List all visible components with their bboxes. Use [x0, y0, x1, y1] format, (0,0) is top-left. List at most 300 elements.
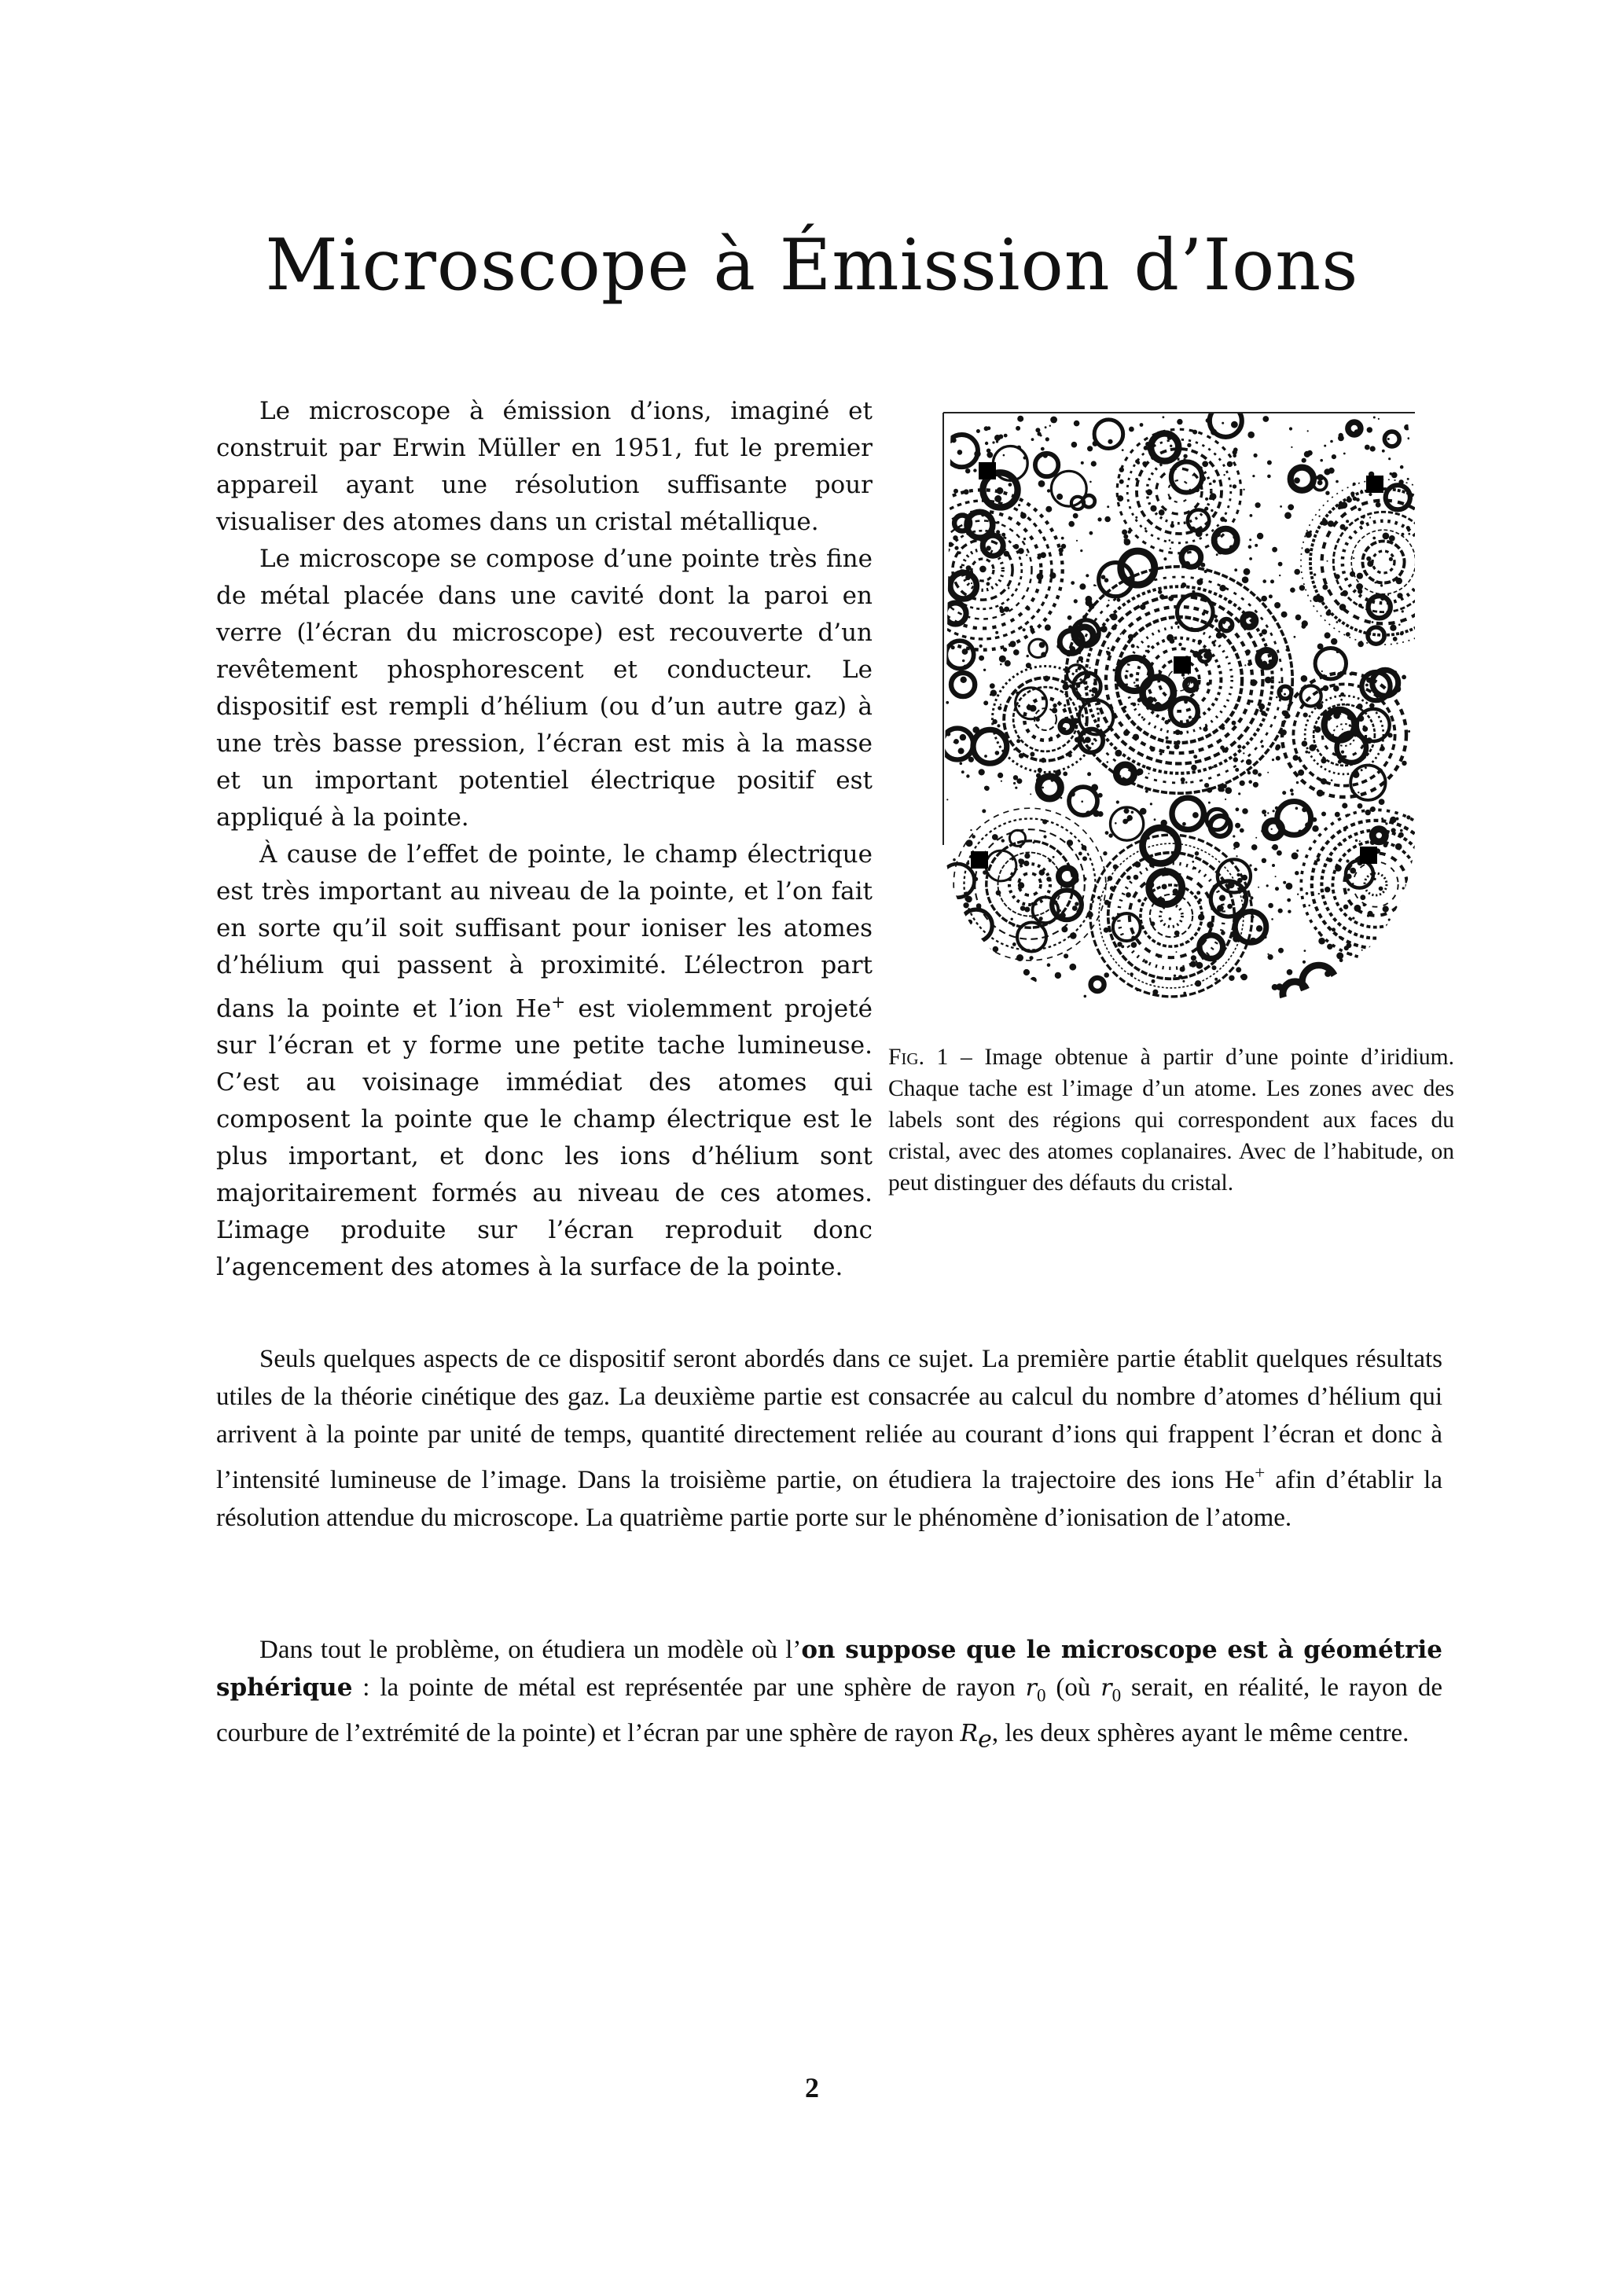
atom-spot [1126, 876, 1131, 880]
atom-spot [1056, 494, 1063, 500]
atom-spot [1324, 445, 1326, 447]
atom-spot [1047, 489, 1050, 492]
atom-spot [1174, 744, 1179, 749]
atom-spot [1250, 679, 1257, 686]
atom-spot [1001, 839, 1005, 842]
atom-spot [1267, 772, 1269, 773]
atom-spot [1145, 650, 1148, 652]
atom-spot [1240, 974, 1247, 981]
atom-spot [1276, 756, 1280, 761]
atom-spot [1086, 574, 1089, 577]
atom-spot [961, 770, 964, 773]
atom-spot [1188, 941, 1190, 943]
atom-spot [1030, 793, 1031, 795]
bright-atom [1221, 619, 1233, 631]
atom-spot [962, 648, 968, 655]
atom-spot [1089, 481, 1092, 483]
atom-spot [1016, 778, 1022, 784]
atom-spot [1003, 454, 1005, 457]
atom-spot [1159, 670, 1161, 672]
atom-spot [1325, 472, 1326, 473]
atom-spot [1177, 419, 1182, 424]
atom-spot [1121, 945, 1124, 948]
atom-spot [1104, 900, 1110, 906]
bright-atom [1038, 777, 1060, 799]
atom-spot [1018, 705, 1020, 707]
atom-spot [996, 891, 1001, 896]
atom-spot [1106, 651, 1108, 653]
atom-spot [1040, 552, 1046, 558]
atom-ring [935, 512, 1041, 629]
atom-spot [1406, 526, 1410, 530]
atom-spot [1169, 917, 1172, 920]
atom-spot [1356, 583, 1363, 590]
atom-spot [1024, 907, 1030, 913]
atom-spot [1298, 770, 1304, 776]
atom-spot [1108, 439, 1112, 444]
atom-spot [1159, 752, 1163, 755]
hypothesis-text-2: : la pointe de métal est représentée par une sphère de rayon [352, 1673, 1026, 1702]
atom-spot [1227, 904, 1233, 909]
atom-spot [1076, 540, 1078, 542]
atom-spot [1120, 634, 1122, 635]
atom-spot [1363, 903, 1366, 906]
atom-spot [1135, 478, 1138, 481]
atom-spot [946, 701, 949, 704]
atom-spot [1117, 598, 1121, 602]
atom-spot [1406, 815, 1410, 819]
atom-spot [1133, 875, 1139, 880]
math-r0: r [1025, 1674, 1037, 1702]
atom-spot [1244, 664, 1246, 666]
atom-spot [1369, 516, 1371, 518]
intro-column [216, 393, 873, 1286]
atom-spot [1108, 833, 1112, 837]
atom-spot [1367, 560, 1373, 567]
atom-spot [1397, 633, 1399, 635]
atom-spot [1000, 663, 1002, 666]
atom-spot [1117, 495, 1123, 501]
atom-spot [1001, 533, 1005, 537]
hypothesis-bold: on suppose que le microscope est à géométrie sphérique [216, 1636, 1442, 1702]
atom-spot [1187, 443, 1191, 447]
atom-spot [982, 809, 986, 813]
atom-spot [1365, 684, 1369, 687]
atom-spot [1049, 425, 1051, 427]
atom-spot [1045, 506, 1052, 512]
atom-spot [995, 631, 998, 634]
atom-spot [1192, 475, 1194, 476]
atom-spot [1280, 505, 1282, 508]
atom-spot [1049, 572, 1056, 579]
atom-spot [1069, 964, 1076, 971]
atom-spot [1373, 417, 1376, 419]
bright-atom [1181, 548, 1201, 568]
atom-spot [964, 579, 967, 582]
atom-spot [1398, 832, 1404, 838]
atom-spot [1207, 921, 1214, 928]
atom-spot [1252, 847, 1254, 848]
atom-spot [1317, 790, 1324, 797]
atom-spot [1317, 480, 1323, 486]
atom-spot [1339, 433, 1343, 438]
atom-spot [1108, 876, 1113, 881]
atom-spot [1339, 936, 1341, 939]
atom-spot [1124, 538, 1131, 546]
atom-spot [1359, 840, 1361, 842]
atom-spot [946, 799, 948, 800]
atom-spot [1354, 905, 1361, 912]
atom-spot [1105, 831, 1109, 835]
atom-spot [1020, 512, 1027, 519]
atom-spot [1137, 703, 1139, 705]
figure-label: Fig. 1 [888, 1045, 949, 1070]
atom-spot [1192, 430, 1197, 435]
atom-spot [1280, 729, 1287, 736]
atom-spot [964, 939, 967, 942]
atom-spot [1152, 990, 1158, 995]
atom-spot [1225, 799, 1226, 800]
atom-spot [1321, 812, 1326, 817]
atom-spot [1061, 926, 1067, 932]
atom-ring [1312, 821, 1419, 948]
atom-spot [1276, 696, 1278, 699]
atom-spot [1370, 806, 1376, 812]
atom-spot [1358, 792, 1359, 793]
atom-spot [960, 734, 966, 740]
atom-spot [1360, 520, 1364, 524]
atom-spot [1012, 942, 1016, 946]
atom-spot [1207, 682, 1211, 686]
atom-ring [964, 819, 1096, 950]
atom-spot [1333, 685, 1339, 692]
atom-spot [1340, 843, 1343, 846]
atom-spot [1389, 925, 1395, 931]
atom-spot [1383, 906, 1389, 912]
atom-spot [1294, 636, 1296, 638]
atom-spot [1233, 484, 1236, 488]
atom-spot [1325, 887, 1330, 892]
atom-spot [1353, 557, 1354, 559]
atom-spot [963, 902, 968, 908]
atom-spot [1353, 483, 1356, 486]
atom-spot [1262, 579, 1266, 583]
atom-spot [1035, 428, 1040, 432]
atom-spot [1150, 505, 1156, 512]
atom-spot [1023, 628, 1026, 631]
atom-spot [990, 961, 994, 966]
atom-spot [1233, 847, 1236, 850]
atom-spot [1107, 761, 1109, 763]
atom-spot [1080, 549, 1082, 552]
atom-spot [1267, 812, 1269, 814]
atom-spot [1287, 898, 1291, 902]
atom-spot [1297, 894, 1299, 895]
atom-spot [1303, 713, 1308, 718]
atom-spot [1146, 766, 1149, 770]
atom-spot [1233, 835, 1235, 837]
atom-spot [1342, 803, 1347, 808]
atom-spot [983, 700, 988, 705]
atom-spot [1070, 932, 1077, 939]
atom-spot [1013, 649, 1020, 656]
atom-spot [1402, 610, 1404, 612]
bright-atom [1369, 596, 1391, 618]
atom-spot [1345, 704, 1347, 706]
atom-spot [1071, 581, 1075, 585]
atom-spot [1000, 703, 1001, 705]
atom-spot [1258, 773, 1262, 777]
atom-spot [1251, 915, 1254, 918]
atom-spot [1016, 739, 1020, 743]
atom-spot [1380, 584, 1383, 586]
atom-spot [1150, 747, 1155, 751]
atom-spot [1289, 427, 1292, 430]
atom-spot [1361, 490, 1363, 492]
atom-spot [1040, 435, 1042, 437]
atom-spot [1185, 781, 1188, 784]
atom-spot [1247, 663, 1251, 667]
atom-spot [1168, 596, 1174, 601]
atom-spot [1128, 634, 1133, 640]
bright-atom [1091, 978, 1104, 991]
atom-spot [994, 495, 1001, 502]
atom-spot [1009, 641, 1016, 647]
atom-spot [1269, 594, 1273, 598]
atom-spot [1349, 953, 1352, 956]
atom-spot [1249, 538, 1251, 541]
atom-spot [952, 909, 959, 916]
atom-spot [1240, 781, 1245, 786]
atom-spot [983, 953, 988, 958]
atom-spot [1018, 548, 1024, 554]
atom-spot [1286, 648, 1288, 651]
atom-spot [1224, 519, 1227, 522]
atom-spot [1395, 843, 1402, 850]
atom-spot [979, 566, 987, 573]
atom-spot [993, 946, 999, 953]
intro-paragraph-3 [216, 836, 873, 1286]
atom-spot [996, 440, 998, 443]
atom-spot [1365, 810, 1371, 815]
figure-caption-text: Image obtenue à partir d’une pointe d’iridium. Chaque tache est l’image d’un atome. Les zones avec des labels sont des régions qui correspondent aux faces du cristal, avec des atomes coplanaires. Avec de l’habitude, on peut distinguer des défauts du cristal. [888, 1045, 1454, 1196]
atom-spot [1236, 807, 1240, 811]
atom-spot [1126, 892, 1131, 898]
atom-spot [1192, 861, 1194, 863]
atom-spot [1262, 629, 1267, 634]
atom-spot [1278, 681, 1280, 684]
atom-spot [1336, 480, 1339, 483]
atom-spot [1003, 648, 1007, 652]
atom-spot [1157, 954, 1161, 958]
atom-spot [1019, 859, 1025, 865]
atom-spot [1153, 599, 1156, 601]
atom-spot [1219, 585, 1225, 591]
atom-spot [1291, 852, 1299, 859]
bright-atom [1009, 830, 1025, 846]
atom-spot [1290, 587, 1295, 593]
atom-spot [1182, 822, 1186, 826]
atom-spot [1242, 576, 1249, 583]
atom-spot [1235, 768, 1239, 772]
atom-spot [1195, 851, 1200, 856]
atom-spot [1355, 839, 1358, 842]
atom-spot [998, 706, 1001, 710]
atom-spot [1296, 850, 1299, 852]
atom-spot [1134, 861, 1141, 868]
atom-spot [1341, 751, 1344, 754]
atom-spot [1362, 726, 1368, 732]
atom-spot [1214, 978, 1218, 981]
atom-spot [1199, 898, 1202, 902]
atom-spot [1115, 822, 1117, 825]
atom-spot [1321, 889, 1325, 893]
atom-spot [1254, 454, 1258, 457]
atom-spot [1368, 911, 1373, 917]
atom-spot [1219, 895, 1225, 902]
atom-spot [1340, 692, 1344, 696]
atom-spot [1379, 799, 1385, 805]
math-r0: r [1100, 1674, 1112, 1702]
atom-spot [1251, 844, 1258, 850]
atom-spot [1358, 803, 1363, 809]
atom-spot [1278, 948, 1284, 953]
bright-atom [1265, 821, 1282, 838]
atom-spot [1358, 641, 1364, 648]
atom-spot [964, 489, 969, 494]
atom-spot [1299, 585, 1305, 590]
atom-spot [1193, 755, 1197, 759]
atom-spot [1407, 478, 1409, 480]
atom-spot [1071, 442, 1078, 448]
atom-spot [1041, 758, 1046, 763]
atom-spot [994, 435, 1001, 441]
atom-spot [999, 656, 1006, 663]
atom-spot [1318, 938, 1325, 945]
atom-spot [1221, 726, 1225, 730]
atom-spot [1402, 675, 1406, 680]
atom-spot [1247, 771, 1251, 774]
atom-spot [1166, 737, 1169, 740]
atom-spot [1053, 703, 1056, 707]
atom-spot [1357, 703, 1363, 710]
hypothesis-text-4: serait, en réalité, le rayon de courbure de l’extrémité de la pointe) et l’écran par une sphère de rayon [216, 1673, 1442, 1747]
atom-spot [1379, 887, 1383, 891]
atom-spot [1282, 791, 1286, 795]
atom-spot [960, 762, 963, 766]
atom-spot [1195, 980, 1201, 986]
overview-text-a: Seuls quelques aspects de ce dispositif seront abordés dans ce sujet. La première partie établit quelques résultats utiles de la théorie cinétique des gaz. La deuxième partie est consacrée au calcul du nombre d’atomes d’hélium qui arrivent à la pointe par unité de temps, quantité directement reliée au courant d’ions qui frappent l’écran et donc à l’intensité lumineuse de l’image. Dans la troisième partie, on étudiera la trajectoire des ions He [216, 1345, 1442, 1494]
bright-atom [1384, 432, 1399, 446]
atom-spot [1183, 992, 1186, 995]
atom-spot [1347, 888, 1350, 891]
atom-spot [1384, 979, 1386, 981]
atom-spot [1347, 942, 1352, 948]
atom-spot [1352, 917, 1354, 920]
atom-spot [1181, 582, 1187, 588]
intro-p3-text-a: À cause de l’effet de pointe, le champ électrique est très important au niveau de la pointe, et l’on fait en sorte qu’il soit suffisant pour ioniser les atomes d’hélium qui passent à proximité. L’électron part dans la pointe et l’ion He [216, 840, 873, 1023]
atom-spot [1265, 677, 1272, 684]
bright-atom [1372, 829, 1385, 842]
atom-spot [950, 972, 957, 978]
atom-spot [1089, 604, 1095, 610]
atom-spot [1385, 822, 1387, 825]
atom-spot [992, 834, 998, 840]
atom-spot [1325, 491, 1329, 495]
bright-atom [1151, 433, 1178, 461]
atom-spot [1170, 548, 1171, 549]
atom-spot [1250, 896, 1253, 899]
atom-spot [1038, 480, 1045, 487]
bright-atom [1200, 935, 1223, 959]
atom-spot [1228, 600, 1232, 604]
atom-spot [1175, 729, 1181, 735]
bright-atom [1143, 828, 1178, 863]
atom-spot [1220, 745, 1225, 750]
atom-spot [1247, 432, 1255, 439]
atom-spot [1016, 426, 1020, 431]
atom-spot [1400, 906, 1402, 909]
atom-spot [1321, 670, 1323, 672]
atom-spot [1360, 895, 1365, 900]
atom-spot [1031, 438, 1034, 441]
atom-spot [1235, 823, 1240, 828]
atom-spot [971, 582, 972, 584]
atom-spot [995, 751, 1000, 755]
atom-spot [1380, 970, 1387, 977]
atom-spot [1072, 906, 1078, 911]
figure-caption-separator: – [948, 1045, 985, 1070]
atom-spot [1328, 520, 1334, 527]
atom-spot [1316, 863, 1317, 865]
atom-spot [1190, 961, 1196, 968]
atom-spot [1342, 729, 1343, 730]
atom-spot [1318, 893, 1320, 895]
atom-spot [1194, 867, 1196, 869]
atom-spot [1208, 802, 1211, 804]
atom-spot [1272, 864, 1275, 867]
atom-spot [1027, 705, 1032, 711]
atom-spot [1314, 573, 1316, 575]
intro-paragraph-1: Le microscope à émission d’ions, imaginé et construit par Erwin Müller en 1951, fut le premier appareil ayant une résolution suffisante pour visualiser des atomes dans un cristal métallique. [216, 397, 873, 536]
atom-spot [1014, 544, 1020, 549]
face-label-marker [1174, 656, 1191, 674]
atom-spot [1095, 585, 1097, 586]
atom-spot [1023, 861, 1029, 866]
atom-spot [960, 566, 963, 569]
atom-spot [1383, 533, 1390, 540]
atom-spot [1045, 426, 1047, 428]
atom-spot [1303, 961, 1306, 964]
atom-spot [1127, 815, 1133, 821]
atom-spot [1340, 524, 1346, 530]
atom-spot [1274, 602, 1280, 608]
atom-spot [1255, 544, 1258, 547]
atom-spot [1313, 595, 1320, 602]
atom-spot [1008, 587, 1010, 590]
atom-spot [1078, 656, 1084, 662]
atom-spot [1391, 472, 1398, 479]
atom-spot [1027, 607, 1031, 611]
atom-spot [1205, 498, 1208, 501]
atom-spot [1041, 447, 1045, 451]
atom-spot [1067, 615, 1072, 620]
atom-spot [1278, 562, 1283, 567]
bright-atom [1210, 405, 1242, 437]
atom-spot [979, 656, 984, 661]
atom-spot [1148, 773, 1150, 774]
atom-spot [1268, 954, 1273, 960]
